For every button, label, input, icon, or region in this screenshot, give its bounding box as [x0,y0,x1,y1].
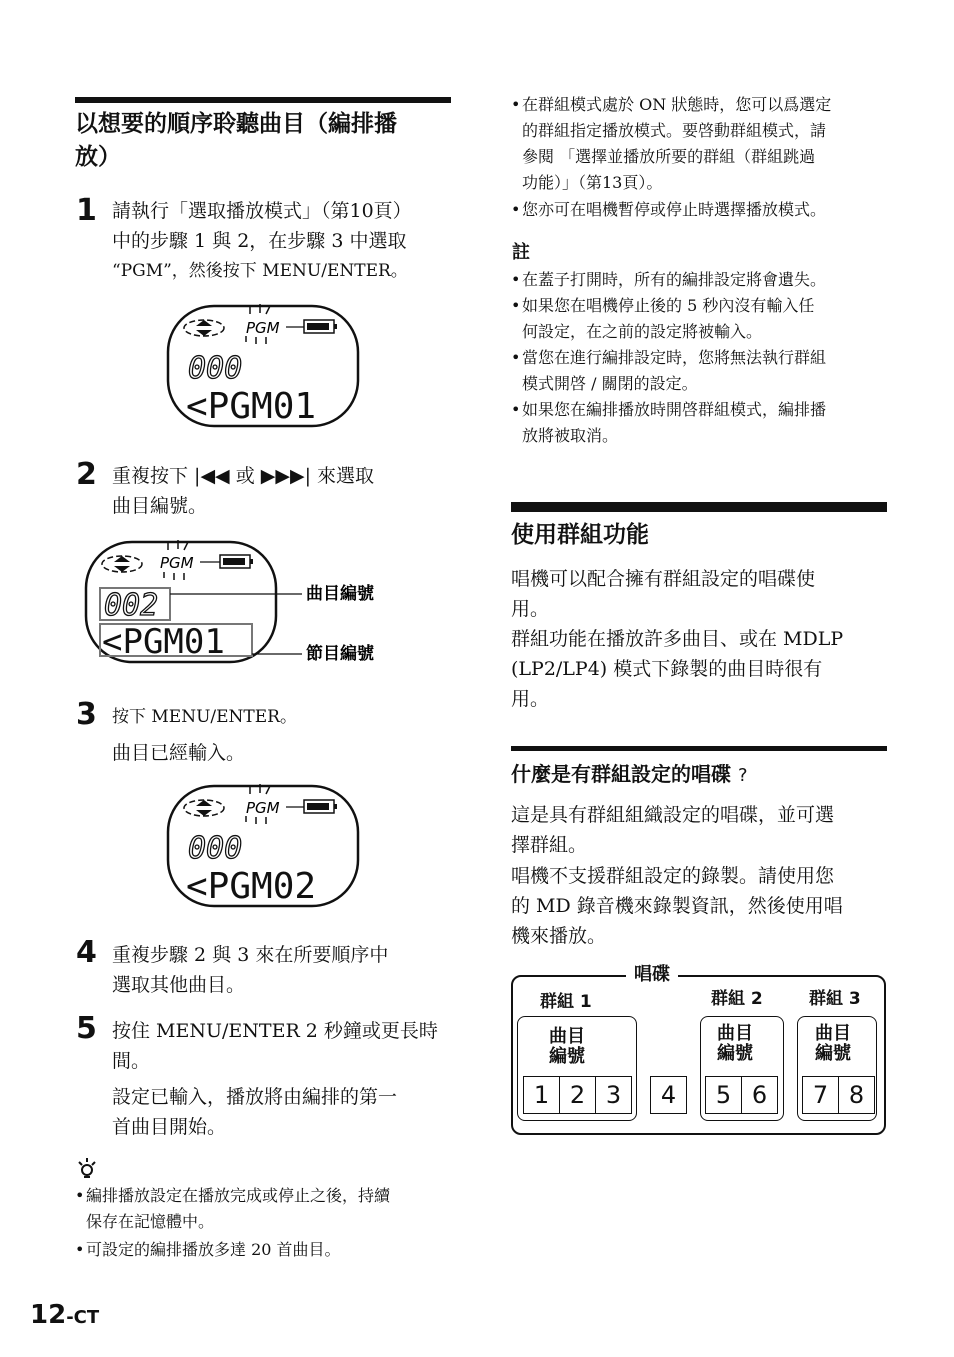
track-number-digits: 002 [104,588,159,623]
tip-line: • 編排播放設定在播放完成或停止之後，持續 [86,1186,391,1205]
track-number-digits: 000 [188,831,243,866]
step4-text [112,940,457,1000]
note-line: • 您亦可在唱機暫停或停止時選擇播放模式。 [522,200,827,219]
track-number-label [537,1027,597,1067]
note-line: • 當您在進行編排設定時，您將無法執行群組 [522,348,827,367]
note-item [522,197,892,223]
pgm-indicator: PGM [160,554,194,572]
section-rule-right [511,502,887,512]
track-number-label [803,1024,863,1064]
track-cell: 8 [848,1081,865,1109]
lcd-display-2 [84,536,390,666]
step5-line1: 按住 MENU/ENTER 2 秒鐘或更長時 [112,1020,438,1042]
page-number [30,1300,99,1330]
step3-line1: 按下 MENU/ENTER。 [112,707,297,727]
callout-track-number: 曲目編號 [306,584,374,604]
what-para-1 [511,800,891,860]
para-line: 用。 [511,598,550,620]
note-line: 放將被取消。 [522,426,619,445]
group-para-2 [511,624,891,714]
step5-line4: 首曲目開始。 [112,1116,227,1138]
track-cell: 3 [605,1081,622,1109]
section-rule-left [75,97,451,103]
track-cells [650,1076,687,1114]
group-label: 群組 2 [711,989,763,1009]
note-line: 參閱 「選擇並播放所要的群組（群組跳過 [522,147,816,166]
disc-label: 唱碟 [626,960,678,986]
track-number-digits: 000 [188,351,243,386]
track-cell: 1 [524,1077,560,1113]
step-number: 2 [76,457,97,492]
section-title-line2: 放） [75,144,121,170]
note-line: 的群組指定播放模式。要啓動群組模式，請 [522,121,827,140]
section-title-line1: 以想要的順序聆聽曲目（編排播 [75,111,397,137]
pgm-indicator: PGM [246,319,280,337]
step1-line3: “PGM”，然後按下 MENU/ENTER。 [112,261,408,281]
step5-line2: 間。 [112,1050,151,1072]
para-line: 的 MD 錄音機來錄製資訊，然後使用唱 [511,895,843,917]
step-number: 1 [76,193,97,228]
lcd-display-1 [166,300,362,430]
step1-text [112,196,457,286]
track-cells [705,1076,778,1114]
tip-item [86,1237,456,1263]
tip-line: 保存在記憶體中。 [86,1212,215,1231]
group-section-title: 使用群組功能 [511,522,649,548]
note-line: • 如果您在唱機停止後的 5 秒內沒有輸入任 [522,296,815,315]
program-number: <PGM02 [186,866,317,907]
tip-item [86,1183,456,1235]
step-number: 5 [76,1011,97,1046]
para-line: 擇群組。 [511,834,588,856]
track-number-label [705,1024,765,1064]
track-label-line: 編號 [717,1043,753,1064]
note-line: 模式開啓 / 關閉的設定。 [522,374,698,393]
step1-line2: 中的步驟 1 與 2，在步驟 3 中選取 [112,230,407,252]
step3-line2: 曲目已經輸入。 [112,742,246,764]
track-cell: 6 [751,1081,768,1109]
what-para-2 [511,861,891,951]
note-item [522,397,892,449]
para-line: 用。 [511,688,550,710]
para-line: 這是具有群組組織設定的唱碟，並可選 [511,804,835,826]
para-line: 唱機可以配合擁有群組設定的唱碟使 [511,568,816,590]
what-section-title [511,760,748,790]
pgm-indicator: PGM [246,799,280,817]
step4-line1: 重複步驟 2 與 3 來在所要順序中 [112,944,389,966]
track-cell: 5 [706,1077,742,1113]
track-label-line: 曲目 [717,1023,753,1044]
track-label-line: 曲目 [549,1026,585,1047]
page-number-value: 12 [30,1300,67,1330]
para-line: 機來播放。 [511,925,607,947]
note-line: 功能）」（第13頁）。 [522,173,663,192]
track-cells [802,1076,875,1114]
note-line: • 在蓋子打開時，所有的編排設定將會遺失。 [522,270,827,289]
callout-program-number: 節目編號 [306,644,374,664]
step4-line2: 選取其他曲目。 [112,974,246,996]
track-label-line: 編號 [815,1043,851,1064]
para-line: 唱機不支援群組設定的錄製。請使用您 [511,865,835,887]
para-line: 群組功能在播放許多曲目、或在 MDLP [511,628,844,650]
section-title [75,108,455,174]
track-cell: 4 [660,1081,677,1109]
note-line: • 如果您在編排播放時開啓群組模式，編排播 [522,400,827,419]
note-item [522,293,892,345]
note-item [522,267,892,293]
step5-line3: 設定已輸入，播放將由編排的第一 [112,1086,398,1108]
track-label-line: 編號 [549,1046,585,1067]
lightbulb-icon [76,1156,98,1184]
step3-text [112,702,457,768]
track-cells [523,1076,632,1114]
what-title-text: 什麼是有群組設定的唱碟 [511,762,731,786]
group-label: 群組 3 [809,989,861,1009]
step2-line1: 重複按下 |◀◀ 或 ▶▶▶| 來選取 [112,465,375,487]
note-item [522,345,892,397]
lcd-display-3 [166,780,362,910]
track-cell: 7 [803,1077,839,1113]
note-line: • 在群組模式處於 ON 狀態時，您可以爲選定 [522,95,832,114]
note-heading: 註 [512,242,530,263]
step-number: 4 [76,935,97,970]
program-number: <PGM01 [186,386,317,427]
group-para-1 [511,564,891,624]
step2-line2: 曲目編號。 [112,495,208,517]
what-title-q: ? [737,765,748,786]
step-number: 3 [76,697,97,732]
note-item [522,92,892,196]
page-number-suffix: -CT [66,1307,100,1328]
step1-line1: 請執行「選取播放模式」（第10頁） [112,200,412,222]
step2-text [112,461,457,521]
subsection-rule [511,746,887,751]
group-label: 群組 1 [540,992,592,1012]
para-line: (LP2/LP4) 模式下錄製的曲目時很有 [511,658,823,680]
note-line: 何設定，在之前的設定將被輸入。 [522,322,763,341]
tip-line: • 可設定的編排播放多達 20 首曲目。 [86,1240,341,1259]
track-label-line: 曲目 [815,1023,851,1044]
program-number: <PGM01 [102,622,225,662]
step5-text [112,1016,457,1142]
track-cell: 2 [560,1077,596,1113]
